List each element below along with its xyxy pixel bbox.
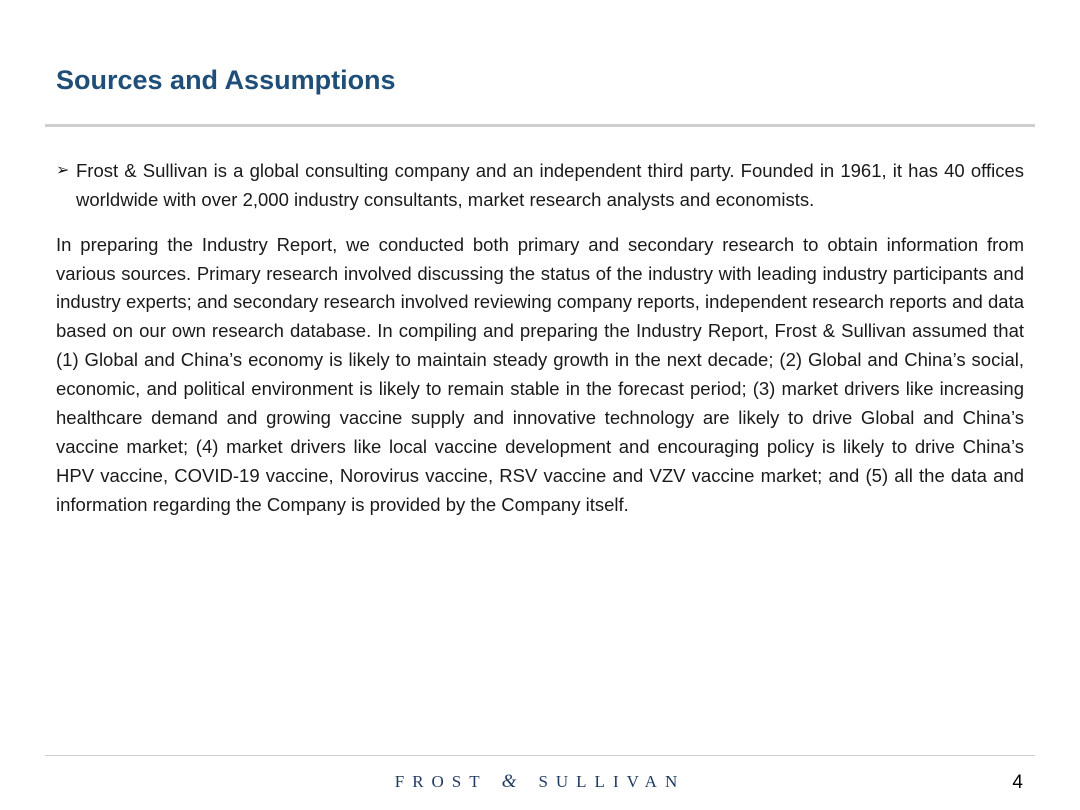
bullet-point [56,157,1024,215]
bullet-text: Frost & Sullivan is a global consulting company and an independent third party. Founded in 1961, it has 40 offices worldwide with over 2,000 industry consultants, market research analysts and economists. [76,160,1024,210]
body-paragraph: In preparing the Industry Report, we conducted both primary and secondary research to obtain information from various sources. Primary research involved discussing the status of the industry with leading industry participants and industry experts; and secondary research involved reviewing company reports, independent research reports and data based on our own research database. In compiling and preparing the Industry Report, Frost & Sullivan assumed that (1) Global and China’s economy is likely to maintain steady growth in the next decade; (2) Global and China’s social, economic, and political environment is likely to remain stable in the forecast period; (3) market drivers like increasing healthcare demand and growing vaccine supply and innovative technology are likely to drive Global and China’s vaccine market; (4) market drivers like local vaccine development and encouraging policy is likely to drive China’s HPV vaccine, COVID-19 vaccine, Norovirus vaccine, RSV vaccine and VZV vaccine market; and (5) all the data and information regarding the Company is provided by the Company itself. [56,233,1024,515]
logo-ampersand: & [501,771,517,792]
title-divider [45,124,1035,127]
arrow-bullet-icon: ➢ [56,162,70,179]
logo-text-sullivan: SULLIVAN [538,772,686,791]
footer-divider [45,755,1035,756]
logo-text-frost: FROST [394,772,488,791]
page-title: Sources and Assumptions [56,65,396,95]
content-body [56,157,1024,520]
page-number: 4 [1012,772,1023,793]
frost-sullivan-logo [0,771,1080,793]
